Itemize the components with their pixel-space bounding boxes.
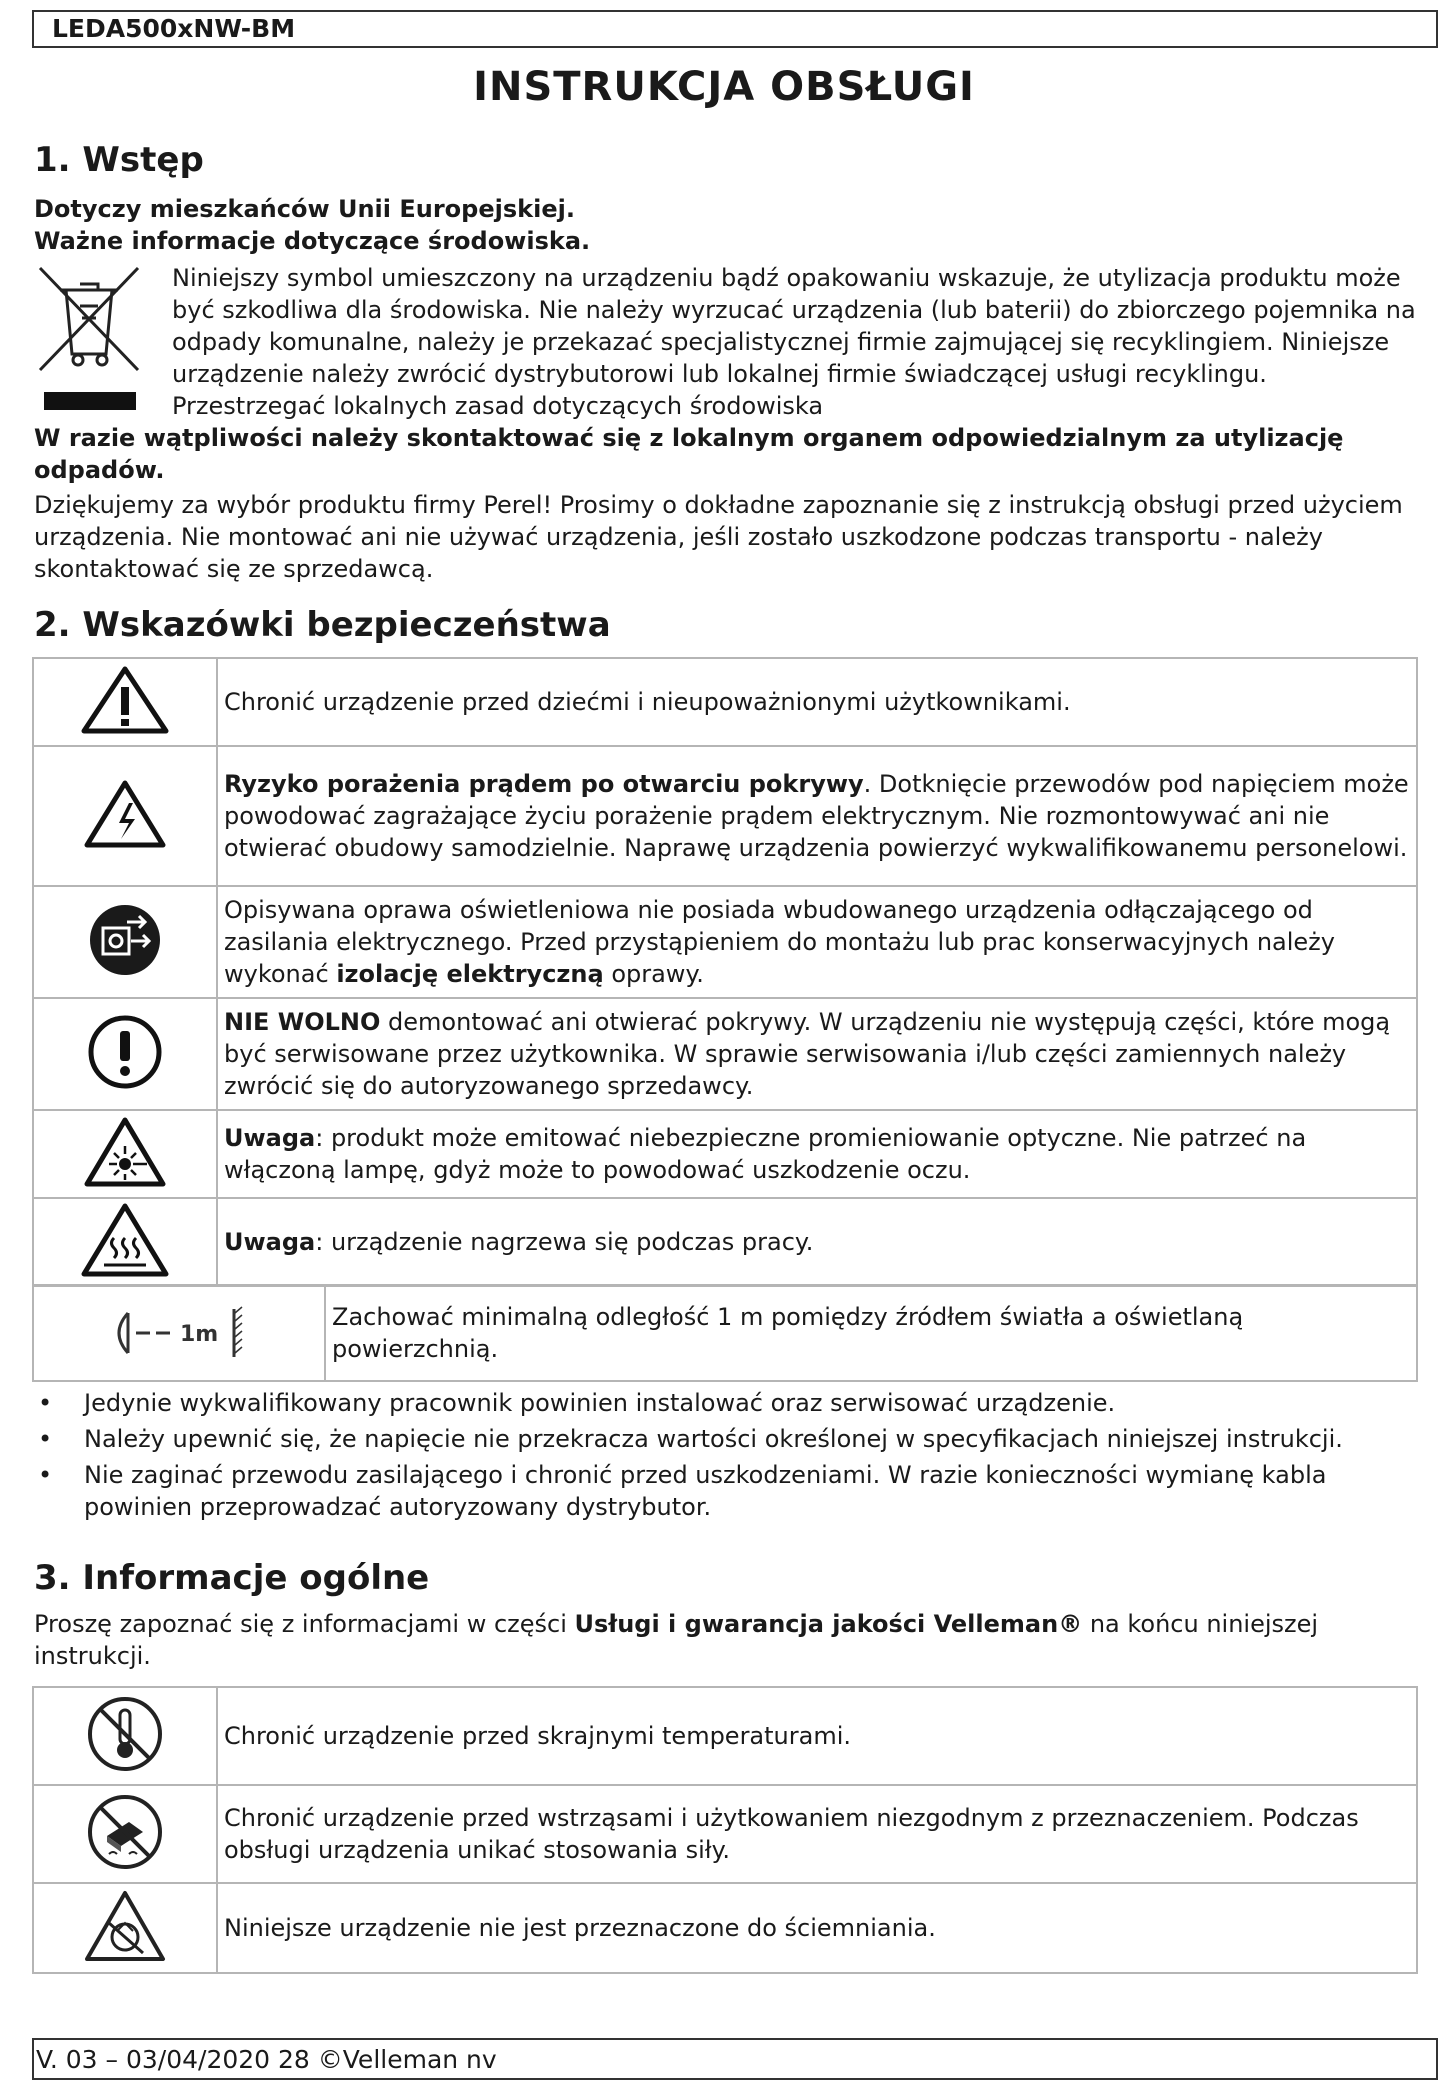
section-1-heading: 1. Wstęp [34, 140, 204, 180]
disconnect-power-icon [33, 886, 217, 998]
distance-row [33, 1285, 1417, 1381]
general-row [33, 1687, 1417, 1785]
electric-shock-icon [33, 746, 217, 886]
safety-bold: Uwaga [224, 1124, 316, 1152]
general-text: Chronić urządzenie przed wstrząsami i użytkowaniem niezgodnym z przeznaczeniem. Podczas obsługi urządzenia unikać stosowania siły. [217, 1785, 1417, 1883]
safety-text [217, 1110, 1417, 1198]
list-item: • Nie zaginać przewodu zasilającego i chronić przed uszkodzeniami. W razie konieczności wymianę kabla powinien przeprowadzać autoryzowany dystrybutor. [34, 1459, 1424, 1523]
safety-text-rest: demontować ani otwierać pokrywy. W urządzeniu nie występują części, które mogą być serwisowane przez użytkownika. W sprawie serwisowania i/lub części zamiennych należy zwrócić się do autoryzowanego sprzedawcy. [224, 1008, 1391, 1100]
safety-text [217, 746, 1417, 886]
safety-bold: Uwaga [224, 1228, 316, 1256]
safety-row [33, 998, 1417, 1110]
safety-bold: Ryzyko porażenia prądem po otwarciu pokrywy [224, 770, 864, 798]
doubt-text: W razie wątpliwości należy skontaktować się z lokalnym organem odpowiedzialnym za utylizację odpadów. [34, 424, 1344, 484]
safety-bold: NIE WOLNO [224, 1008, 381, 1036]
no-extreme-temperature-icon [33, 1687, 217, 1785]
section-2-heading: 2. Wskazówki bezpieczeństwa [34, 605, 611, 645]
exclamation-circle-icon [33, 998, 217, 1110]
general-info-table [32, 1686, 1418, 1974]
safety-row [33, 658, 1417, 746]
intro-text-a: Proszę zapoznać się z informacjami w części [34, 1610, 575, 1638]
safety-row [33, 1110, 1417, 1198]
safety-text-b: oprawy. [603, 960, 704, 988]
safety-row [33, 1198, 1417, 1286]
general-text: Chronić urządzenie przed skrajnymi temperaturami. [217, 1687, 1417, 1785]
footer: V. 03 – 03/04/2020 28 ©Velleman nv [32, 2038, 1438, 2080]
safety-bullet-list [34, 1387, 1424, 1527]
intro-text-b: na końcu niniejszej instrukcji. [34, 1610, 1319, 1670]
weee-bin-icon [36, 262, 142, 412]
eu-residents-line: Dotyczy mieszkańców Unii Europejskiej. [34, 195, 575, 223]
safety-bold: izolację elektryczną [336, 960, 604, 988]
safety-table [32, 657, 1418, 1287]
general-row [33, 1785, 1417, 1883]
no-dimming-icon [33, 1883, 217, 1973]
distance-label: 1m [180, 1322, 219, 1347]
document-title: INSTRUKCJA OBSŁUGI [473, 64, 975, 110]
section-3-heading: 3. Informacje ogólne [34, 1558, 430, 1598]
hot-surface-icon [33, 1198, 217, 1286]
general-row [33, 1883, 1417, 1973]
distance-icon [33, 1285, 325, 1381]
thanks-text: Dziękujemy za wybór produktu firmy Perel! Prosimy o dokładne zapoznanie się z instrukcją obsługi przed użyciem urządzenia. Nie montować ani nie używać urządzenia, jeśli zostało uszkodzone podczas transportu - należy skontaktować się ze sprzedawcą. [34, 491, 1403, 583]
distance-text: Zachować minimalną odległość 1 m pomiędzy źródłem światła a oświetlaną powierzchnią. [325, 1285, 1417, 1381]
safety-text [217, 1198, 1417, 1286]
safety-text-rest: : produkt może emitować niebezpieczne promieniowanie optyczne. Nie patrzeć na włączoną lampę, gdyż może to powodować uszkodzenie oczu. [224, 1124, 1307, 1184]
intro-bold: Usługi i gwarancja jakości Velleman® [574, 1610, 1083, 1638]
optical-radiation-icon [33, 1110, 217, 1198]
header-model: LEDA500xNW-BM [32, 10, 1438, 48]
safety-text-a: Opisywana oprawa oświetleniowa nie posiada wbudowanego urządzenia odłączającego od zasilania elektrycznego. Przed przystąpieniem do montażu lub prac konserwacyjnych należy wykonać [224, 896, 1335, 988]
safety-text [217, 998, 1417, 1110]
general-info-intro [34, 1608, 1420, 1672]
safety-text-rest: : urządzenie nagrzewa się podczas pracy. [315, 1228, 814, 1256]
safety-row [33, 746, 1417, 886]
distance-table [32, 1284, 1418, 1382]
list-item: • Jedynie wykwalifikowany pracownik powinien instalować oraz serwisować urządzenie. [34, 1387, 1424, 1419]
warning-triangle-icon [33, 658, 217, 746]
no-shock-icon [33, 1785, 217, 1883]
list-item: • Należy upewnić się, że napięcie nie przekracza wartości określonej w specyfikacjach niniejszej instrukcji. [34, 1423, 1424, 1455]
safety-row [33, 886, 1417, 998]
safety-text [217, 886, 1417, 998]
general-text: Niniejsze urządzenie nie jest przeznaczone do ściemniania. [217, 1883, 1417, 1973]
safety-text: Chronić urządzenie przed dziećmi i nieupoważnionymi użytkownikami. [217, 658, 1417, 746]
environment-info-line: Ważne informacje dotyczące środowiska. [34, 227, 591, 255]
weee-text: Niniejszy symbol umieszczony na urządzeniu bądź opakowaniu wskazuje, że utylizacja produktu może być szkodliwa dla środowiska. Nie należy wyrzucać urządzenia (lub baterii) do zbiorczego pojemnika na odpady komunalne, należy je przekazać specjalistycznej firmie zajmującej się recyklingiem. Niniejsze urządzenie należy zwrócić dystrybutorowi lub lokalnej firmie świadczącej usługi recyklingu. Przestrzegać lokalnych zasad dotyczących środowiska [172, 264, 1416, 420]
safety-text-rest: . Dotknięcie przewodów pod napięciem może powodować zagrażające życiu porażenie prądem elektrycznym. Nie rozmontowywać ani nie otwierać obudowy samodzielnie. Naprawę urządzenia powierzyć wykwalifikowanemu personelowi. [224, 770, 1409, 862]
